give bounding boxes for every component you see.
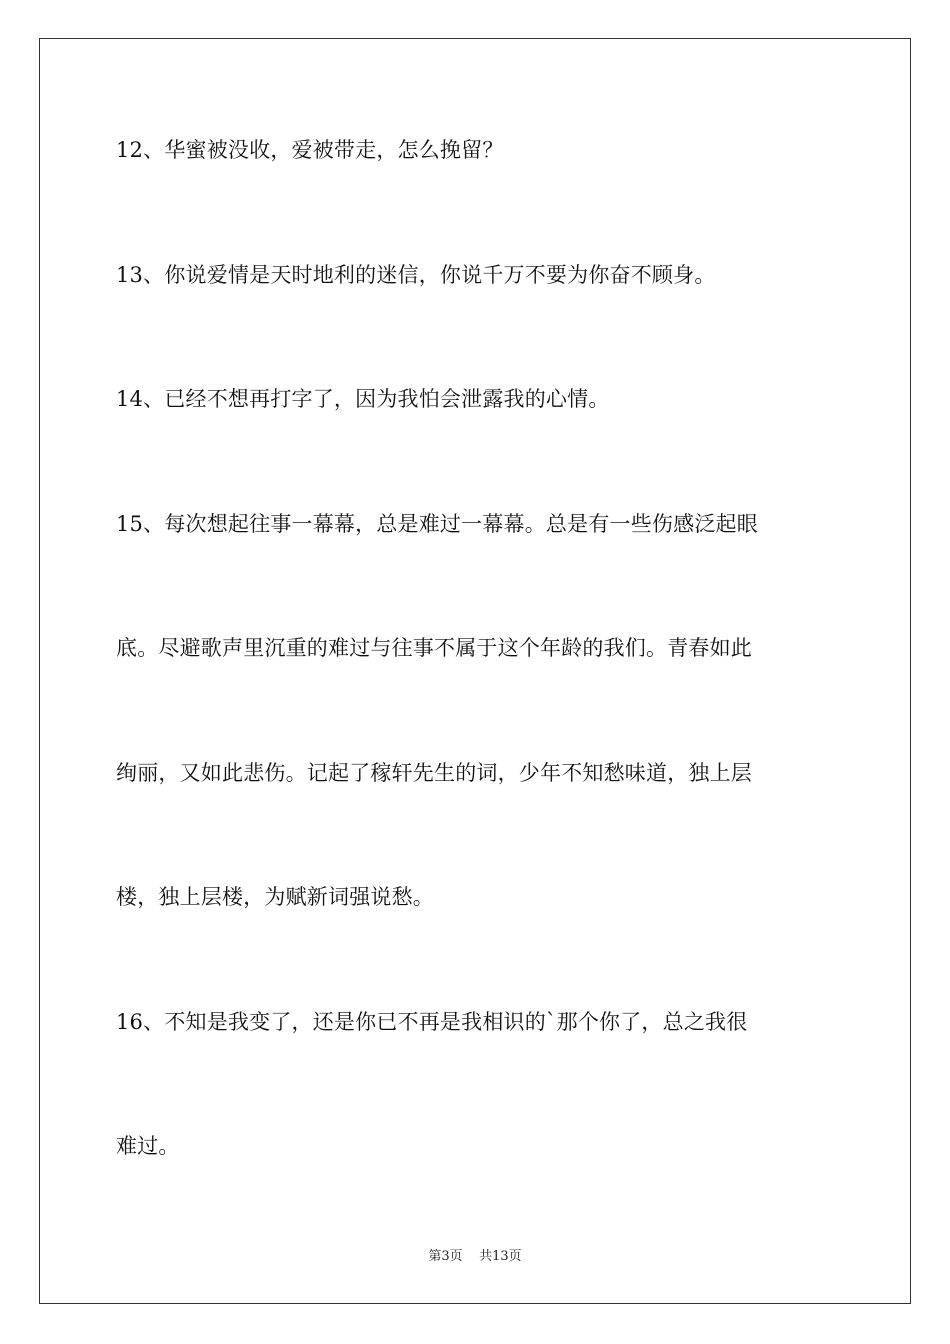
page-footer bbox=[0, 1248, 950, 1266]
text-line-14: 14、已经不想再打字了，因为我怕会泄露我的心情。 bbox=[116, 387, 610, 411]
text-line-16: 16、不知是我变了，还是你已不再是我相识的`那个你了，总之我很 bbox=[116, 1010, 748, 1034]
text-line-13: 13、你说爱情是天时地利的迷信，你说千万不要为你奋不顾身。 bbox=[116, 263, 716, 287]
text-line-16-cont: 难过。 bbox=[116, 1134, 180, 1158]
text-line-15-cont-1: 底。尽避歌声里沉重的难过与往事不属于这个年龄的我们。青春如此 bbox=[116, 636, 752, 660]
total-pages: 共13页 bbox=[479, 1249, 522, 1264]
page-border bbox=[39, 38, 911, 1304]
text-line-15-cont-3: 楼，独上层楼，为赋新词强说愁。 bbox=[116, 885, 434, 909]
text-line-15-cont-2: 绚丽，又如此悲伤。记起了稼轩先生的词，少年不知愁味道，独上层 bbox=[116, 761, 752, 785]
page-number: 第3页 bbox=[428, 1249, 463, 1264]
text-line-12: 12、华蜜被没收，爱被带走，怎么挽留？ bbox=[116, 138, 504, 162]
text-line-15: 15、每次想起往事一幕幕，总是难过一幕幕。总是有一些伤感泛起眼 bbox=[116, 512, 758, 536]
